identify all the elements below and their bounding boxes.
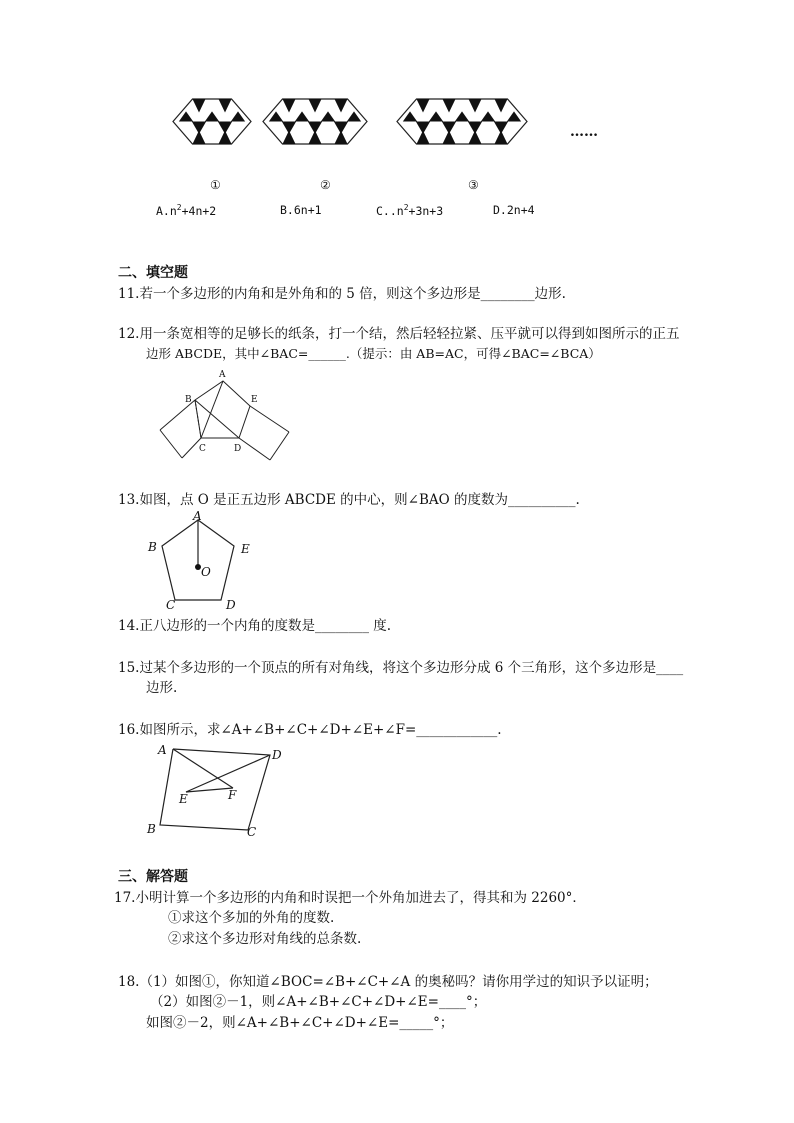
knot-label-d: D — [234, 444, 242, 454]
figure-label-2: ② — [320, 178, 331, 192]
paper-knot-figure — [155, 368, 295, 463]
question-15-line2: 边形. — [146, 680, 178, 696]
question-18-line1: 18.（1）如图①，你知道∠BOC=∠B+∠C+∠A 的奥秘吗？请你用学过的知识予以证明； — [118, 974, 658, 990]
option-a: $A.n^2+4n+2$ — [156, 203, 217, 218]
quad-label-e: E — [179, 792, 188, 806]
question-13: 13.如图，点 O 是正五边形 ABCDE 的中心，则∠BAO 的度数为__________. — [118, 492, 580, 508]
black-triangle — [219, 99, 232, 113]
black-triangle — [309, 131, 322, 145]
question-11: 11.若一个多边形的内角和是外角和的 5 倍，则这个多边形是________边形. — [118, 286, 566, 302]
pentagon-label-o: O — [201, 565, 211, 579]
black-triangle — [469, 131, 482, 145]
black-triangle — [335, 99, 348, 113]
quadrilateral-figure — [148, 742, 278, 837]
pentagon-label-a: A — [193, 509, 202, 523]
black-triangle — [495, 99, 508, 113]
black-triangle — [309, 99, 322, 113]
black-triangle — [455, 111, 469, 121]
quad-label-a: A — [158, 743, 167, 757]
black-triangle — [417, 131, 430, 145]
black-triangle — [443, 131, 456, 145]
continuation-dots: …… — [570, 124, 598, 140]
question-17: 17.小明计算一个多边形的内角和时误把一个外角加进去了，得其和为 2260°． — [114, 890, 586, 906]
question-14: 14.正八边形的一个内角的度数是________ 度. — [118, 618, 392, 634]
pentagon-label-e: E — [241, 542, 250, 556]
black-triangle — [481, 111, 495, 121]
option-b: B.6n+1 — [280, 203, 322, 217]
black-triangle — [193, 131, 206, 145]
quad-label-c: C — [247, 825, 257, 839]
black-triangle — [495, 131, 508, 145]
section-3-title: 三、解答题 — [118, 869, 188, 885]
hexagon-outline-1 — [173, 99, 251, 144]
black-triangle — [443, 99, 456, 113]
hexagon-pattern-figure — [165, 92, 635, 172]
pentagon-figure — [160, 515, 240, 605]
black-triangle — [193, 99, 206, 113]
black-triangle — [295, 111, 309, 121]
black-triangle — [321, 111, 335, 121]
black-triangle — [469, 99, 482, 113]
question-18-line3: 如图②－2，则∠A+∠B+∠C+∠D+∠E=_____°； — [146, 1015, 454, 1031]
question-18-line2: （2）如图②－1，则∠A+∠B+∠C+∠D+∠E=____°； — [150, 994, 487, 1010]
black-triangle — [335, 131, 348, 145]
figure-label-1: ① — [210, 178, 221, 192]
quad-label-f: F — [228, 788, 237, 802]
question-12-line2: 边形 ABCDE，其中∠BAC=______.（提示：由 AB=AC，可得∠BAC=∠BCA） — [146, 346, 601, 361]
knot-label-a: A — [219, 370, 226, 380]
question-12-line1: 12.用一条宽相等的足够长的纸条，打一个结，然后轻轻拉紧、压平就可以得到如图所示的正五 — [118, 326, 680, 342]
black-triangle — [283, 131, 296, 145]
knot-label-e: E — [251, 395, 258, 405]
section-2-title: 二、填空题 — [118, 265, 188, 281]
quad-label-d: D — [272, 748, 282, 762]
question-17-sub2: ②求这个多边形对角线的总条数. — [168, 931, 362, 947]
quad-label-b: B — [147, 822, 156, 836]
question-15-line1: 15.过某个多边形的一个顶点的所有对角线，将这个多边形分成 6 个三角形，这个多边形是____ — [118, 660, 684, 676]
knot-label-b: B — [185, 395, 192, 405]
pentagon-label-c: C — [166, 598, 176, 612]
pentagon-label-b: B — [148, 540, 157, 554]
knot-label-c: C — [199, 444, 206, 454]
black-triangle — [205, 111, 219, 121]
question-16: 16.如图所示，求∠A+∠B+∠C+∠D+∠E+∠F=____________. — [118, 722, 502, 738]
pentagon-label-d: D — [226, 598, 236, 612]
question-17-sub1: ①求这个多加的外角的度数. — [168, 910, 335, 926]
black-triangle — [417, 99, 430, 113]
black-triangle — [429, 111, 443, 121]
black-triangle — [283, 99, 296, 113]
option-c: $C..n^2+3n+3$ — [376, 203, 444, 218]
figure-label-3: ③ — [468, 178, 479, 192]
black-triangle — [219, 131, 232, 145]
option-d: D.2n+4 — [493, 203, 535, 217]
